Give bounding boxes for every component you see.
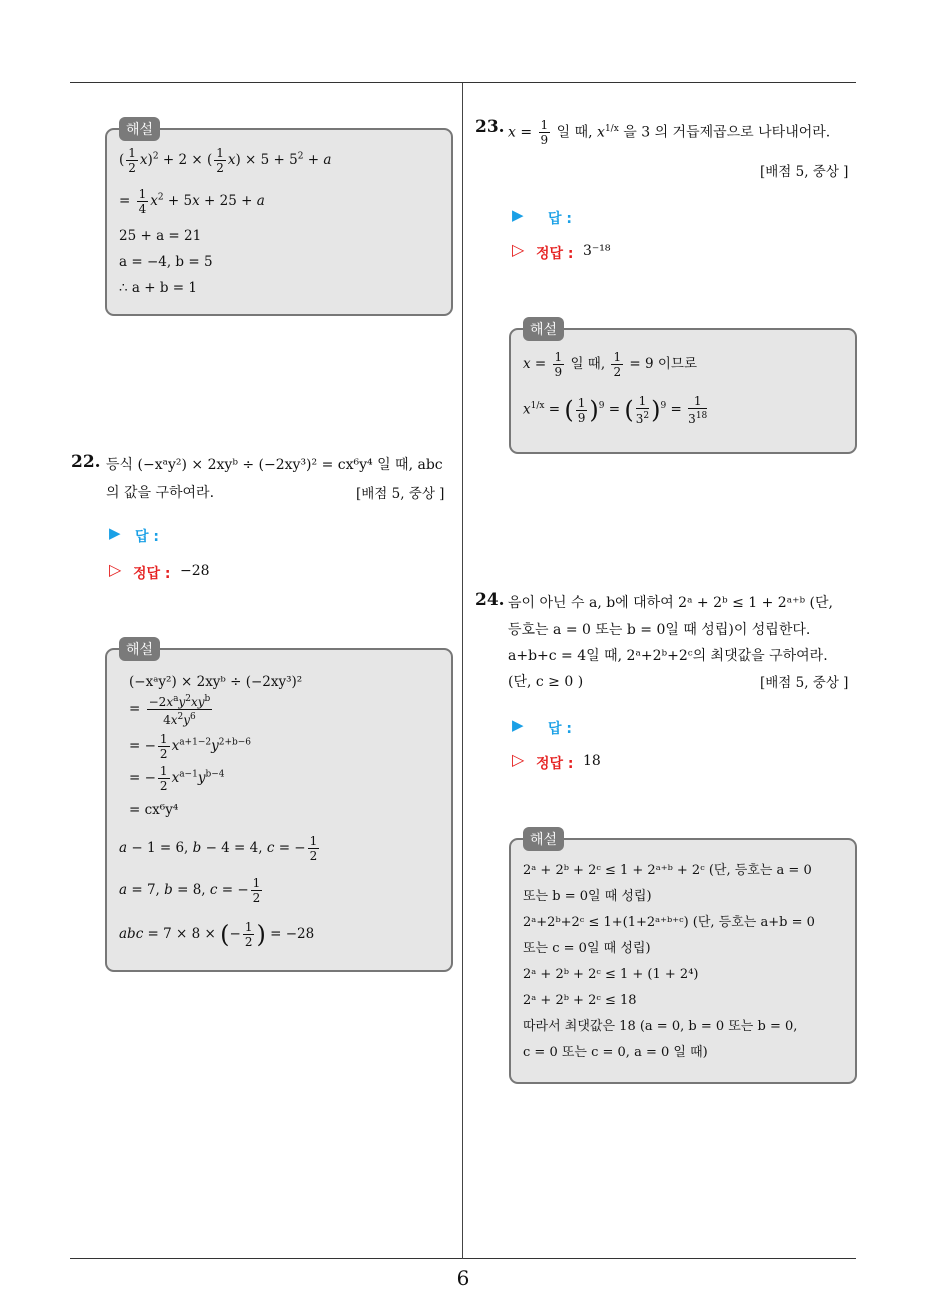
correct-value: −28 (180, 563, 210, 579)
solution-line: $x^{1/x}$ = ( $\frac{1}{9}$ )$^9$ = ( $\frac{1}{3^2}$ )$^9$ = $\frac{1}{3^{18}}$ (523, 394, 708, 426)
question-text: x = $\frac{1}{9}$ 일 때, $x^{1/x}$ 을 3 의 거듭제곱으로 나타내어라. (508, 118, 831, 147)
answer-arrow-icon: ▶ (512, 716, 524, 734)
question-number: 23. (475, 117, 505, 137)
solution-line: ( $\frac{1}{2}$ x)$^2$ + 2 × ( $\frac{1}{2}$ $x) \times 5 + 5^2 + a$ (119, 146, 332, 175)
correct-label: 정답 : (133, 566, 171, 582)
column-divider (462, 83, 463, 1259)
correct-arrow-icon: ▷ (512, 240, 525, 259)
solution-line: = $\frac{-2x^ay^2xy^b}{4x^2y^6}$ (129, 694, 211, 727)
solution-line: 2ᵃ + 2ᵇ + 2ᶜ ≤ 1 + 2ᵃ⁺ᵇ + 2ᶜ (단, 등호는 a = 0 (523, 863, 812, 878)
solution-line: 따라서 최댓값은 18 (a = 0, b = 0 또는 b = 0, (523, 1019, 798, 1034)
solution-line: a − 1 = 6, b − 4 = 4, c = − $\frac{1}{2}$ (119, 834, 318, 863)
correct-label: 정답 : (536, 756, 574, 772)
solution-line: = − $\frac{1}{2}$ $x^{a+1-2}y^{2+b-6}$ (129, 732, 252, 761)
solution-line: 2ᵃ + 2ᵇ + 2ᶜ ≤ 18 (523, 993, 637, 1008)
question-text: (단, c ≥ 0 ) (508, 674, 584, 690)
question-number: 24. (475, 590, 505, 610)
solution-line: 2ᵃ + 2ᵇ + 2ᶜ ≤ 1 + (1 + 2⁴) (523, 967, 699, 982)
question-text-tail: 을 3 의 거듭제곱으로 나타내어라. (623, 124, 831, 141)
solution-box-22 (105, 642, 453, 972)
solution-line: a = −4, b = 5 (119, 254, 213, 270)
solution-line: c = 0 또는 c = 0, a = 0 일 때) (523, 1045, 708, 1060)
answer-label: 답 : (135, 529, 159, 545)
solution-line: 또는 b = 0일 때 성립) (523, 889, 652, 904)
points-label: [배점 5, 중상 ] (760, 675, 849, 691)
explanation-tag: 해설 (119, 637, 160, 661)
solution-line: 또는 c = 0일 때 성립) (523, 941, 651, 956)
solution-line: a = 7, b = 8, c = − $\frac{1}{2}$ (119, 876, 261, 905)
question-text: 등식 (−xᵃy²) × 2xyᵇ ÷ (−2xy³)² = cx⁶y⁴ 일 때, abc (106, 457, 443, 473)
correct-arrow-icon: ▷ (109, 560, 122, 579)
top-rule (70, 82, 856, 83)
solution-line: (−xᵃy²) × 2xyᵇ ÷ (−2xy³)² (129, 674, 303, 690)
solution-line: 2ᵃ+2ᵇ+2ᶜ ≤ 1+(1+2ᵃ⁺ᵇ⁺ᶜ) (단, 등호는 a+b = 0 (523, 915, 815, 930)
solution-line: x = $\frac{1}{9}$ 일 때, $\frac{1}{2}$ = 9 이므로 (523, 350, 697, 379)
solution-box-23 (509, 322, 857, 454)
correct-label: 정답 : (536, 246, 574, 262)
answer-arrow-icon: ▶ (512, 206, 524, 224)
solution-line: = − $\frac{1}{2}$ $x^{a-1}y^{b-4}$ (129, 764, 225, 793)
answer-label: 답 : (548, 721, 572, 737)
solution-line: ∴ a + b = 1 (119, 280, 197, 296)
page-number: 6 (456, 1266, 470, 1290)
solution-line-mid: 일 때, (570, 356, 606, 372)
points-label: [배점 5, 중상 ] (760, 164, 849, 180)
answer-label: 답 : (548, 211, 572, 227)
question-text: 음이 아닌 수 a, b에 대하여 2ᵃ + 2ᵇ ≤ 1 + 2ᵃ⁺ᵇ (단, (508, 595, 833, 611)
correct-value: 18 (583, 753, 601, 769)
question-text: 등호는 a = 0 또는 b = 0일 때 성립)이 성립한다. (508, 622, 811, 638)
explanation-tag: 해설 (523, 827, 564, 851)
abc-result: = −28 (270, 926, 315, 942)
solution-line-tail: 9 이므로 (644, 356, 697, 372)
question-text: 의 값을 구하여라. (106, 485, 215, 501)
solution-line: 25 + a = 21 (119, 228, 202, 244)
bottom-rule (70, 1258, 856, 1259)
correct-value: 3⁻¹⁸ (583, 243, 611, 259)
solution-line: = cx⁶y⁴ (129, 802, 179, 818)
explanation-tag: 해설 (119, 117, 160, 141)
points-label: [배점 5, 중상 ] (356, 486, 445, 502)
correct-arrow-icon: ▷ (512, 750, 525, 769)
question-text: a+b+c = 4일 때, 2ᵃ+2ᵇ+2ᶜ의 최댓값을 구하여라. (508, 648, 828, 664)
question-text-mid: 일 때, (556, 124, 593, 141)
question-number: 22. (71, 452, 101, 472)
answer-arrow-icon: ▶ (109, 524, 121, 542)
solution-box-21 (105, 122, 453, 316)
solution-line: abc = 7 × 8 × (− $\frac{1}{2}$ ) = −28 (119, 920, 315, 949)
solution-box-24 (509, 832, 857, 1084)
solution-line: = $\frac{1}{4}$ $x^2 + 5x + 25 + a$ (119, 187, 265, 216)
explanation-tag: 해설 (523, 317, 564, 341)
